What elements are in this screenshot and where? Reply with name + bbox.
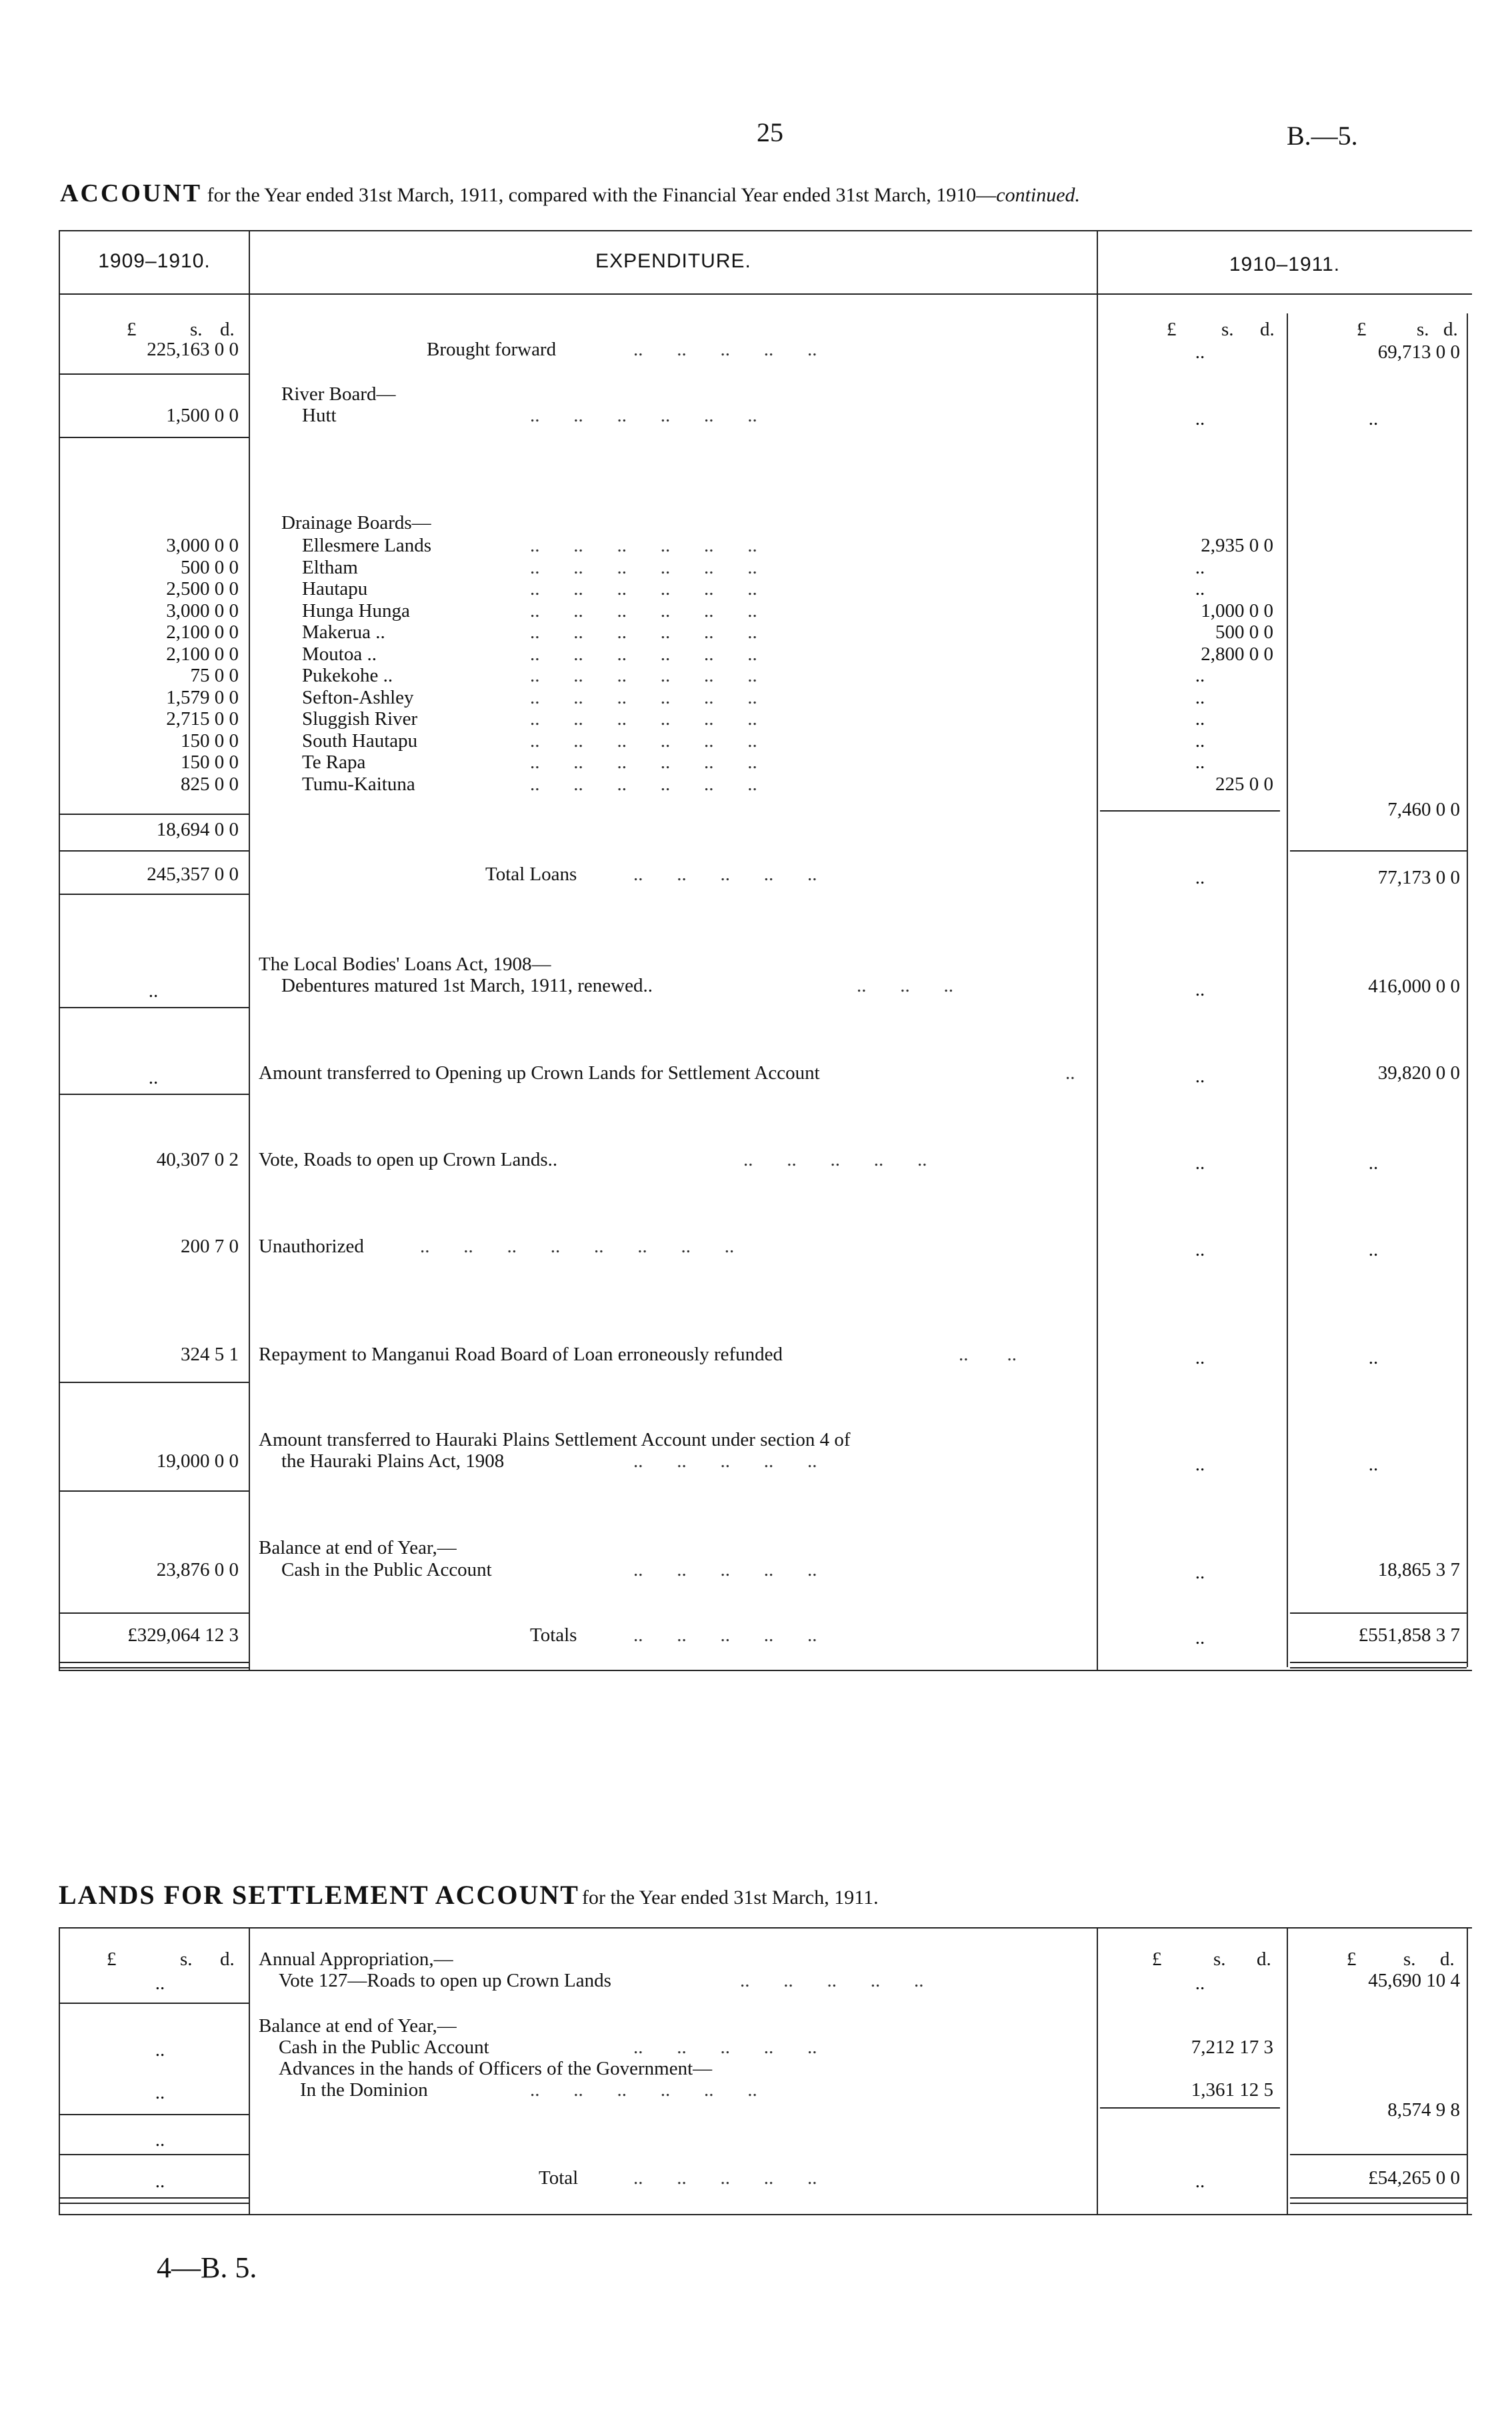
drainage-board-name: Eltham [302, 557, 358, 578]
vote-roads-prev: 40,307 0 2 [156, 1149, 239, 1170]
annual-curr-dots: .. [1195, 1973, 1205, 1994]
drainage-curr-value: 225 0 0 [1215, 774, 1273, 795]
account-title-rest: for the Year ended 31st March, 1911, compared with the Financial Year ended 31st March, 1910— [207, 184, 997, 206]
annual-line2: Vote 127—Roads to open up Crown Lands [279, 1970, 611, 1991]
drainage-curr-value: 1,000 0 0 [1201, 600, 1273, 622]
total-loans-prev: 245,357 0 0 [147, 864, 239, 885]
lands-rule-2 [60, 2114, 249, 2115]
balance-total: 18,865 3 7 [1377, 1559, 1460, 1580]
account-title-main: ACCOUNT [60, 179, 203, 207]
account-title-continued: continued. [996, 184, 1081, 206]
lands-unit-shilling-curr: s. [1213, 1949, 1226, 1970]
drainage-leader: .. .. .. .. .. .. [530, 665, 757, 686]
vote-roads-label: Vote, Roads to open up Crown Lands.. [259, 1149, 558, 1170]
double-rule-prev [60, 1662, 249, 1668]
lands-double-rule-prev [60, 2197, 249, 2204]
river-board-heading: River Board— [281, 383, 396, 405]
total-loans-label: Total Loans [485, 864, 577, 885]
account-title [60, 179, 1080, 208]
lands-unit-pound-curr: £ [1152, 1949, 1162, 1970]
col-divider-left [249, 230, 250, 1670]
brought-forward-leader: .. .. .. .. .. [633, 339, 817, 360]
brought-forward-curr-dots: .. [1195, 341, 1205, 363]
rule-drainage-curr [1100, 810, 1280, 812]
rule-before-totals-total [1290, 1612, 1467, 1614]
totals-prev: £329,064 12 3 [127, 1624, 239, 1646]
crown-transfer-curr-dots: .. [1195, 1066, 1205, 1087]
brought-forward-total: 69,713 0 0 [1377, 341, 1460, 363]
lands-account-title [59, 1879, 879, 1911]
unit-pound-total: £ [1357, 319, 1367, 340]
crown-transfer-label: Amount transferred to Opening up Crown Lands for Settlement Account [259, 1062, 820, 1084]
lands-rule-total [1290, 2154, 1467, 2155]
brought-forward-prev: 225,163 0 0 [147, 339, 239, 360]
lands-unit-shilling-prev: s. [180, 1949, 193, 1970]
repayment-leader: .. .. [959, 1344, 1017, 1365]
brought-forward-label: Brought forward [427, 339, 557, 360]
table-bottom-rule [59, 1670, 1472, 1671]
unauthorized-prev: 200 7 0 [181, 1236, 239, 1257]
lands-unit-pence-prev: d. [220, 1949, 235, 1970]
lands-col-outer [59, 1927, 60, 2214]
drainage-board-name: Hunga Hunga [302, 600, 410, 622]
drainage-prev-value: 2,100 0 0 [166, 622, 239, 643]
lands-rule-curr [1100, 2107, 1280, 2109]
hauraki-curr-dots: .. [1195, 1454, 1205, 1475]
hauraki-line1: Amount transferred to Hauraki Plains Settlement Account under section 4 of [259, 1429, 851, 1450]
drainage-board-name: Pukekohe .. [302, 665, 393, 686]
drainage-prev-value: 2,500 0 0 [166, 578, 239, 599]
lands-balance-total: 8,574 9 8 [1387, 2099, 1460, 2121]
local-bodies-line2: Debentures matured 1st March, 1911, renewed.. [281, 975, 653, 996]
lands-unit-pound-total: £ [1347, 1949, 1357, 1970]
rule-after-drainage-total [1290, 850, 1467, 852]
drainage-heading: Drainage Boards— [281, 512, 431, 533]
lands-table-top-rule [59, 1927, 1472, 1929]
drainage-prev-value: 825 0 0 [181, 774, 239, 795]
rule-after-hauraki [60, 1490, 249, 1492]
balance-line2: Cash in the Public Account [281, 1559, 492, 1580]
drainage-leader: .. .. .. .. .. .. [530, 687, 757, 708]
totals-leader: .. .. .. .. .. [633, 1624, 817, 1646]
river-board-leader: .. .. .. .. .. .. [530, 405, 757, 426]
lands-double-rule-total [1290, 2197, 1467, 2204]
drainage-prev-value: 500 0 0 [181, 557, 239, 578]
drainage-leader: .. .. .. .. .. .. [530, 708, 757, 730]
lands-col-inner [1287, 1927, 1288, 2214]
local-bodies-leader: .. .. .. [857, 975, 953, 996]
document-reference: B.—5. [1287, 121, 1358, 151]
column-heading-1910: 1910–1911. [1229, 253, 1341, 275]
unauthorized-curr-dots: .. [1195, 1239, 1205, 1260]
lands-col-left [249, 1927, 250, 2214]
repayment-curr-dots: .. [1195, 1347, 1205, 1368]
drainage-board-name: Te Rapa [302, 752, 366, 773]
unit-pence-total: d. [1443, 319, 1458, 340]
crown-transfer-total: 39,820 0 0 [1377, 1062, 1460, 1084]
annual-line1: Annual Appropriation,— [259, 1949, 453, 1970]
drainage-board-name: Moutoa .. [302, 644, 377, 665]
drainage-leader: .. .. .. .. .. .. [530, 535, 757, 556]
drainage-leader: .. .. .. .. .. .. [530, 730, 757, 752]
vote-roads-total-dots: .. [1368, 1152, 1379, 1174]
river-board-item: Hutt [302, 405, 337, 426]
total-loans-total: 77,173 0 0 [1377, 867, 1460, 888]
col-divider-right [1097, 230, 1098, 1670]
drainage-board-name: Hautapu [302, 578, 368, 599]
header-bottom-rule [59, 293, 1472, 295]
drainage-curr-value: .. [1195, 578, 1205, 599]
lands-balance-line2: Cash in the Public Account [279, 2037, 489, 2058]
rule-after-brought-forward [60, 373, 249, 375]
unauthorized-total-dots: .. [1368, 1239, 1379, 1260]
totals-curr-dots: .. [1195, 1627, 1205, 1648]
lands-balance-line1: Balance at end of Year,— [259, 2015, 457, 2037]
lands-blank-prev-dots: .. [155, 2129, 165, 2151]
hauraki-leader: .. .. .. .. .. [633, 1450, 817, 1472]
drainage-curr-value: 500 0 0 [1215, 622, 1273, 643]
rule-after-river-board [60, 437, 249, 438]
totals-label: Totals [530, 1624, 577, 1646]
annual-total: 45,690 10 4 [1368, 1970, 1460, 1991]
drainage-prev-value: 150 0 0 [181, 752, 239, 773]
annual-prev-dots: .. [155, 1973, 165, 1994]
column-heading-expenditure: EXPENDITURE. [595, 250, 751, 272]
drainage-curr-value: .. [1195, 557, 1205, 578]
double-rule-total [1290, 1662, 1467, 1668]
lands-unit-pound-prev: £ [107, 1949, 117, 1970]
drainage-prev-value: 2,715 0 0 [166, 708, 239, 730]
drainage-curr-value: .. [1195, 665, 1205, 686]
drainage-curr-value: .. [1195, 708, 1205, 730]
rule-after-repayment [60, 1382, 249, 1383]
lands-unit-pence-total: d. [1440, 1949, 1455, 1970]
balance-curr-dots: .. [1195, 1562, 1205, 1583]
river-board-curr-dots: .. [1195, 408, 1205, 429]
drainage-prev-value: 2,100 0 0 [166, 644, 239, 665]
lands-total-curr-dots: .. [1195, 2171, 1205, 2192]
local-bodies-line1: The Local Bodies' Loans Act, 1908— [259, 954, 551, 975]
col-divider-inner [1287, 313, 1288, 1667]
footer-signature: 4—B. 5. [157, 2251, 257, 2284]
unauthorized-leader: .. .. .. .. .. .. .. .. [420, 1236, 735, 1257]
drainage-leader: .. .. .. .. .. .. [530, 622, 757, 643]
column-heading-1909: 1909–1910. [98, 250, 211, 272]
lands-dominion-prev-dots: .. [155, 2082, 165, 2103]
unit-pence-prev: d. [220, 319, 235, 340]
lands-unit-shilling-total: s. [1403, 1949, 1416, 1970]
unauthorized-label: Unauthorized [259, 1236, 364, 1257]
drainage-leader: .. .. .. .. .. .. [530, 578, 757, 599]
drainage-prev-value: 3,000 0 0 [166, 535, 239, 556]
drainage-board-name: Sluggish River [302, 708, 418, 730]
drainage-leader: .. .. .. .. .. .. [530, 774, 757, 795]
unit-pound-curr: £ [1167, 319, 1177, 340]
drainage-prev-value: 150 0 0 [181, 730, 239, 752]
drainage-curr-value: .. [1195, 687, 1205, 708]
lands-balance-leader-1: .. .. .. .. .. [633, 2037, 817, 2058]
local-bodies-prev-dots: .. [148, 980, 159, 1002]
vote-roads-curr-dots: .. [1195, 1152, 1205, 1174]
hauraki-line2: the Hauraki Plains Act, 1908 [281, 1450, 505, 1472]
lands-rule-3 [60, 2154, 249, 2155]
drainage-curr-value: 2,800 0 0 [1201, 644, 1273, 665]
lands-total-value: £54,265 0 0 [1368, 2167, 1460, 2189]
lands-total-leader: .. .. .. .. .. [633, 2167, 817, 2189]
repayment-prev: 324 5 1 [181, 1344, 239, 1365]
balance-line1: Balance at end of Year,— [259, 1537, 457, 1558]
unit-shilling-curr: s. [1221, 319, 1234, 340]
repayment-label: Repayment to Manganui Road Board of Loan erroneously refunded [259, 1344, 783, 1365]
drainage-curr-value: 2,935 0 0 [1201, 535, 1273, 556]
lands-title-main: LANDS FOR SETTLEMENT ACCOUNT [59, 1880, 579, 1910]
col-divider-edge [1467, 313, 1468, 1667]
lands-total-label: Total [539, 2167, 579, 2189]
repayment-total-dots: .. [1368, 1347, 1379, 1368]
total-loans-leader: .. .. .. .. .. [633, 864, 817, 885]
unit-pound-prev: £ [127, 319, 137, 340]
annual-leader: .. .. .. .. .. [740, 1970, 924, 1991]
drainage-board-name: Makerua .. [302, 622, 385, 643]
lands-col-right [1097, 1927, 1098, 2214]
drainage-prev-value: 1,579 0 0 [166, 687, 239, 708]
local-bodies-total: 416,000 0 0 [1368, 976, 1460, 997]
drainage-subtotal-total: 7,460 0 0 [1387, 799, 1460, 820]
balance-prev: 23,876 0 0 [156, 1559, 239, 1580]
lands-dominion-value: 1,361 12 5 [1191, 2079, 1273, 2101]
unit-shilling-total: s. [1417, 319, 1429, 340]
crown-transfer-leader: .. [1065, 1062, 1075, 1084]
page-number: 25 [757, 117, 783, 147]
lands-rule-1 [60, 2003, 249, 2004]
river-board-total-dots: .. [1368, 408, 1379, 429]
rule-after-local-bodies [60, 1007, 249, 1008]
hauraki-total-dots: .. [1368, 1454, 1379, 1475]
vote-roads-leader: .. .. .. .. .. [743, 1149, 927, 1170]
drainage-board-name: South Hautapu [302, 730, 418, 752]
rule-after-total-loans [60, 894, 249, 895]
lands-balance-leader-2: .. .. .. .. .. .. [530, 2079, 757, 2101]
rule-after-drainage [60, 850, 249, 852]
local-bodies-curr-dots: .. [1195, 979, 1205, 1000]
drainage-curr-value: .. [1195, 752, 1205, 773]
drainage-prev-value: 75 0 0 [190, 665, 239, 686]
balance-leader: .. .. .. .. .. [633, 1559, 817, 1580]
rule-before-totals-prev [60, 1612, 249, 1614]
drainage-curr-value: .. [1195, 730, 1205, 752]
crown-transfer-prev-dots: .. [148, 1067, 159, 1088]
lands-cash-prev-dots: .. [155, 2039, 165, 2061]
drainage-leader: .. .. .. .. .. .. [530, 557, 757, 578]
rule-after-crown-transfer [60, 1094, 249, 1095]
lands-title-rest: for the Year ended 31st March, 1911. [581, 1887, 879, 1909]
table-top-rule [59, 230, 1472, 231]
total-loans-curr-dots: .. [1195, 867, 1205, 888]
rule-drainage-prev [60, 814, 249, 815]
drainage-board-name: Sefton-Ashley [302, 687, 414, 708]
lands-col-edge [1467, 1927, 1468, 2214]
lands-balance-line3: Advances in the hands of Officers of the Government— [279, 2058, 713, 2079]
drainage-leader: .. .. .. .. .. .. [530, 644, 757, 665]
drainage-leader: .. .. .. .. .. .. [530, 600, 757, 622]
drainage-leader: .. .. .. .. .. .. [530, 752, 757, 773]
lands-table-bottom-rule [59, 2214, 1472, 2215]
lands-cash-value: 7,212 17 3 [1191, 2037, 1273, 2058]
lands-unit-pence-curr: d. [1257, 1949, 1271, 1970]
lands-balance-line4: In the Dominion [300, 2079, 428, 2101]
hauraki-prev: 19,000 0 0 [156, 1450, 239, 1472]
drainage-board-name: Ellesmere Lands [302, 535, 432, 556]
river-board-prev: 1,500 0 0 [166, 405, 239, 426]
unit-pence-curr: d. [1260, 319, 1275, 340]
unit-shilling-prev: s. [190, 319, 203, 340]
totals-total: £551,858 3 7 [1358, 1624, 1460, 1646]
drainage-prev-value: 3,000 0 0 [166, 600, 239, 622]
lands-total-prev-dots: .. [155, 2171, 165, 2192]
drainage-subtotal-prev: 18,694 0 0 [156, 819, 239, 840]
drainage-board-name: Tumu-Kaituna [302, 774, 415, 795]
